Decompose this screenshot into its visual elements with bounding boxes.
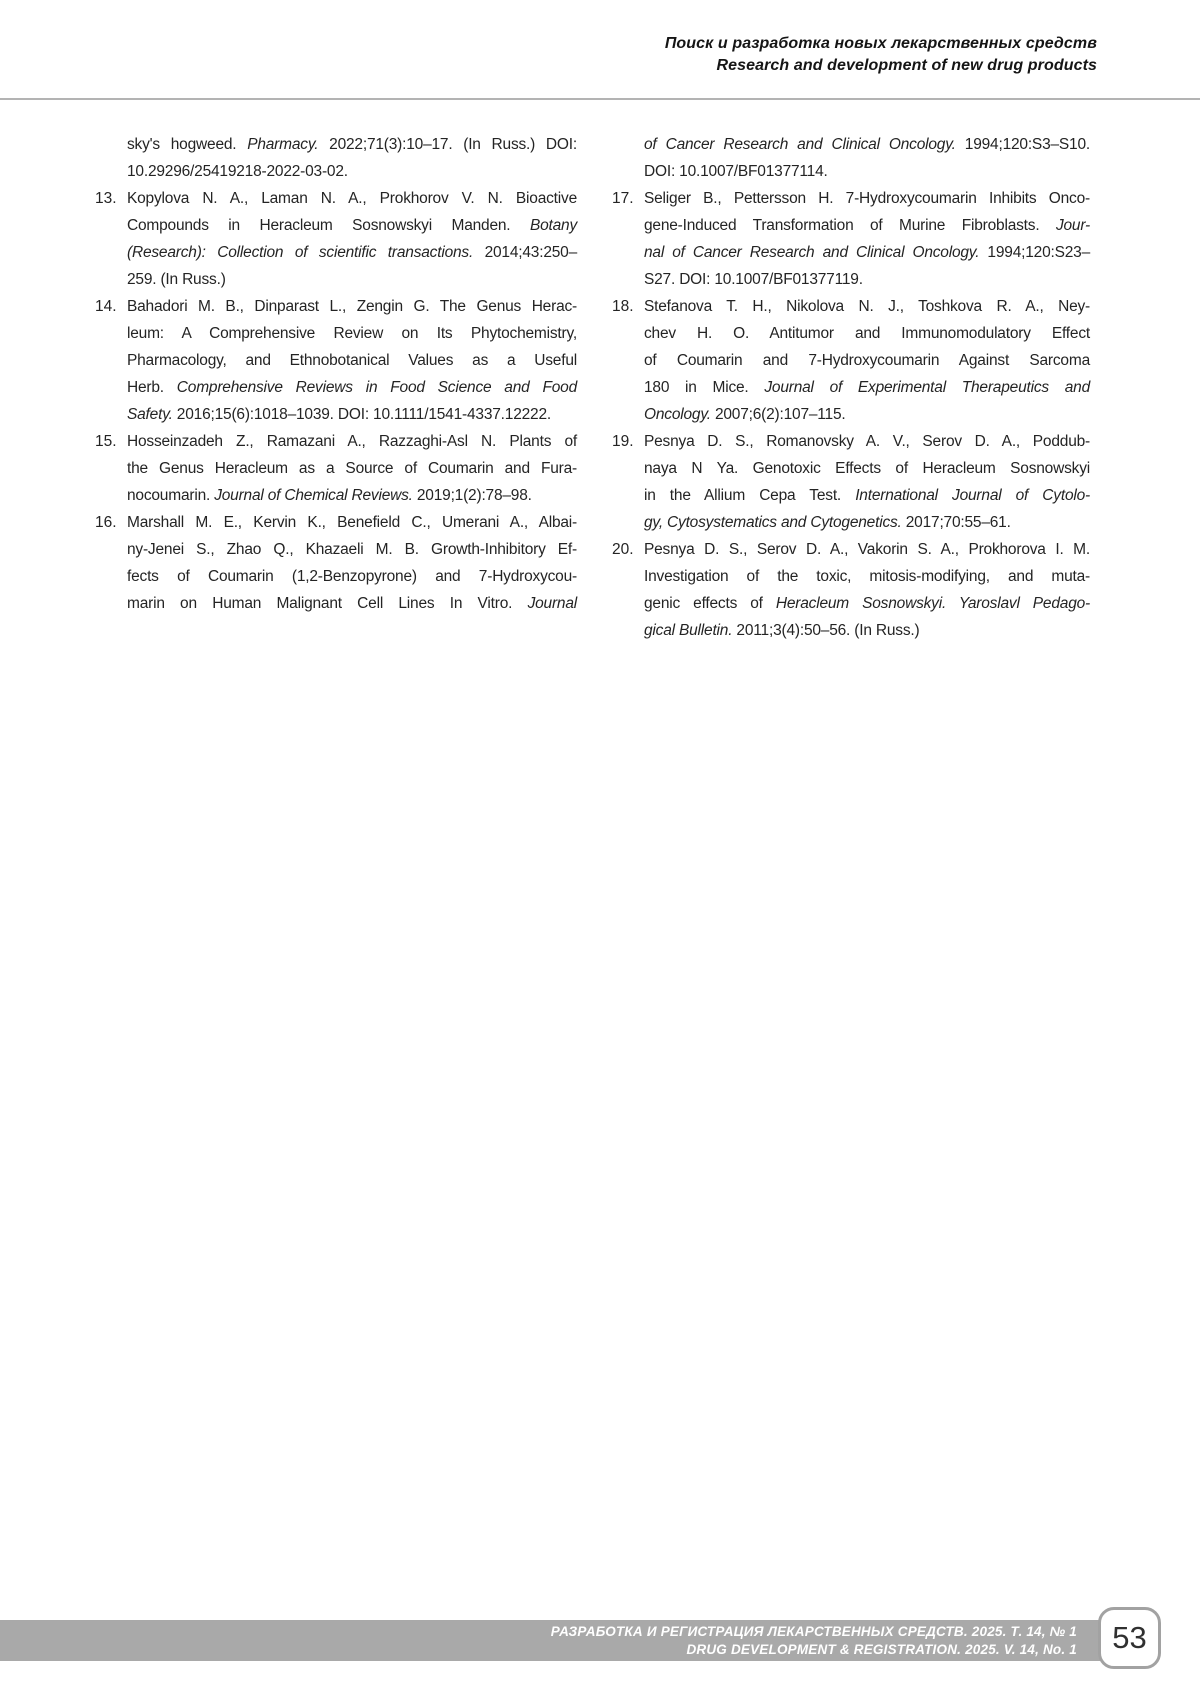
running-head-en: Research and development of new drug products (716, 57, 1097, 74)
reference-line: genic effects of Heracleum Sosnowskyi. Yaroslavl Pedago- (644, 595, 1090, 612)
reference-line: Pharmacology, and Ethnobotanical Values as a Useful (127, 352, 577, 369)
reference-line: (Research): Collection of scientific transactions. 2014;43:250– (127, 244, 577, 261)
reference-line: Pesnya D. S., Romanovsky A. V., Serov D. A., Poddub- (644, 433, 1090, 450)
reference-line: gy, Cytosystematics and Cytogenetics. 2017;70:55–61. (644, 514, 1011, 531)
reference-line: Stefanova T. H., Nikolova N. J., Toshkova R. A., Ney- (644, 298, 1090, 315)
page-number-badge (1098, 1607, 1161, 1669)
reference-line: 10.29296/25419218-2022-03-02. (127, 163, 348, 180)
reference-line: Oncology. 2007;6(2):107–115. (644, 406, 846, 423)
reference-number: 20. (612, 541, 634, 558)
reference-item (95, 509, 577, 617)
reference-item (95, 185, 577, 293)
references-right-column (612, 131, 1090, 644)
reference-line: S27. DOI: 10.1007/BF01377119. (644, 271, 863, 288)
reference-number: 14. (95, 298, 117, 315)
reference-number: 13. (95, 190, 117, 207)
reference-line: sky's hogweed. Pharmacy. 2022;71(3):10–17. (In Russ.) DOI: (127, 136, 577, 153)
reference-item (95, 428, 577, 509)
reference-number: 15. (95, 433, 117, 450)
reference-line: 180 in Mice. Journal of Experimental Therapeutics and (644, 379, 1090, 396)
reference-item (612, 131, 1090, 185)
reference-line: Herb. Comprehensive Reviews in Food Science and Food (127, 379, 577, 396)
reference-line: in the Allium Cepa Test. International Journal of Cytolo- (644, 487, 1090, 504)
reference-line: fects of Coumarin (1,2-Benzopyrone) and 7-Hydroxycou- (127, 568, 577, 585)
reference-item (612, 536, 1090, 644)
reference-line: nocoumarin. Journal of Chemical Reviews. 2019;1(2):78–98. (127, 487, 532, 504)
reference-line: chev H. O. Antitumor and Immunomodulatory Effect (644, 325, 1090, 342)
reference-line: Investigation of the toxic, mitosis-modifying, and muta- (644, 568, 1090, 585)
reference-line: Pesnya D. S., Serov D. A., Vakorin S. A., Prokhorova I. M. (644, 541, 1090, 558)
page-number: 53 (1112, 1620, 1147, 1655)
running-head-ru: Поиск и разработка новых лекарственных средств (664, 35, 1097, 52)
reference-line: marin on Human Malignant Cell Lines In Vitro. Journal (127, 595, 577, 612)
footer-journal-en: DRUG DEVELOPMENT & REGISTRATION. 2025. V. 14, No. 1 (686, 1641, 1077, 1657)
references-left-column (95, 131, 577, 644)
reference-line: of Coumarin and 7-Hydroxycoumarin Against Sarcoma (644, 352, 1090, 369)
reference-item (95, 293, 577, 428)
reference-line: Safety. 2016;15(6):1018–1039. DOI: 10.1111/1541-4337.12222. (127, 406, 551, 423)
reference-line: gical Bulletin. 2011;3(4):50–56. (In Russ.) (644, 622, 920, 639)
reference-item (612, 293, 1090, 428)
reference-line: Bahadori M. B., Dinparast L., Zengin G. The Genus Herac- (127, 298, 577, 315)
reference-line: Marshall M. E., Kervin K., Benefield C., Umerani A., Albai- (127, 514, 577, 531)
reference-line: Hosseinzadeh Z., Ramazani A., Razzaghi-Asl N. Plants of (127, 433, 577, 450)
references-section (95, 131, 1090, 644)
reference-line: Kopylova N. A., Laman N. A., Prokhorov V. N. Bioactive (127, 190, 577, 207)
reference-item (612, 185, 1090, 293)
reference-line: the Genus Heracleum as a Source of Coumarin and Fura- (127, 460, 577, 477)
reference-line: DOI: 10.1007/BF01377114. (644, 163, 828, 180)
reference-line: 259. (In Russ.) (127, 271, 226, 288)
reference-line: gene-Induced Transformation of Murine Fibroblasts. Jour- (644, 217, 1090, 234)
reference-number: 17. (612, 190, 634, 207)
reference-line: Compounds in Heracleum Sosnowskyi Manden. Botany (127, 217, 577, 234)
reference-line: ny-Jenei S., Zhao Q., Khazaeli M. B. Growth-Inhibitory Ef- (127, 541, 577, 558)
reference-line: Seliger B., Pettersson H. 7-Hydroxycoumarin Inhibits Onco- (644, 190, 1090, 207)
reference-line: leum: A Comprehensive Review on Its Phytochemistry, (127, 325, 577, 342)
footer-journal-ru: РАЗРАБОТКА И РЕГИСТРАЦИЯ ЛЕКАРСТВЕННЫХ СРЕДСТВ. 2025. Т. 14, № 1 (550, 1624, 1077, 1639)
reference-item (612, 428, 1090, 536)
reference-line: of Cancer Research and Clinical Oncology. 1994;120:S3–S10. (644, 136, 1091, 153)
reference-number: 19. (612, 433, 634, 450)
reference-line: naya N Ya. Genotoxic Effects of Heracleum Sosnowskyi (644, 460, 1090, 477)
reference-line: nal of Cancer Research and Clinical Oncology. 1994;120:S23– (644, 244, 1090, 261)
reference-item (95, 131, 577, 185)
reference-number: 16. (95, 514, 117, 531)
reference-number: 18. (612, 298, 634, 315)
running-head (665, 33, 1097, 77)
header-divider (0, 98, 1200, 100)
footer-bar (0, 1620, 1129, 1661)
footer-journal-info (551, 1623, 1129, 1658)
